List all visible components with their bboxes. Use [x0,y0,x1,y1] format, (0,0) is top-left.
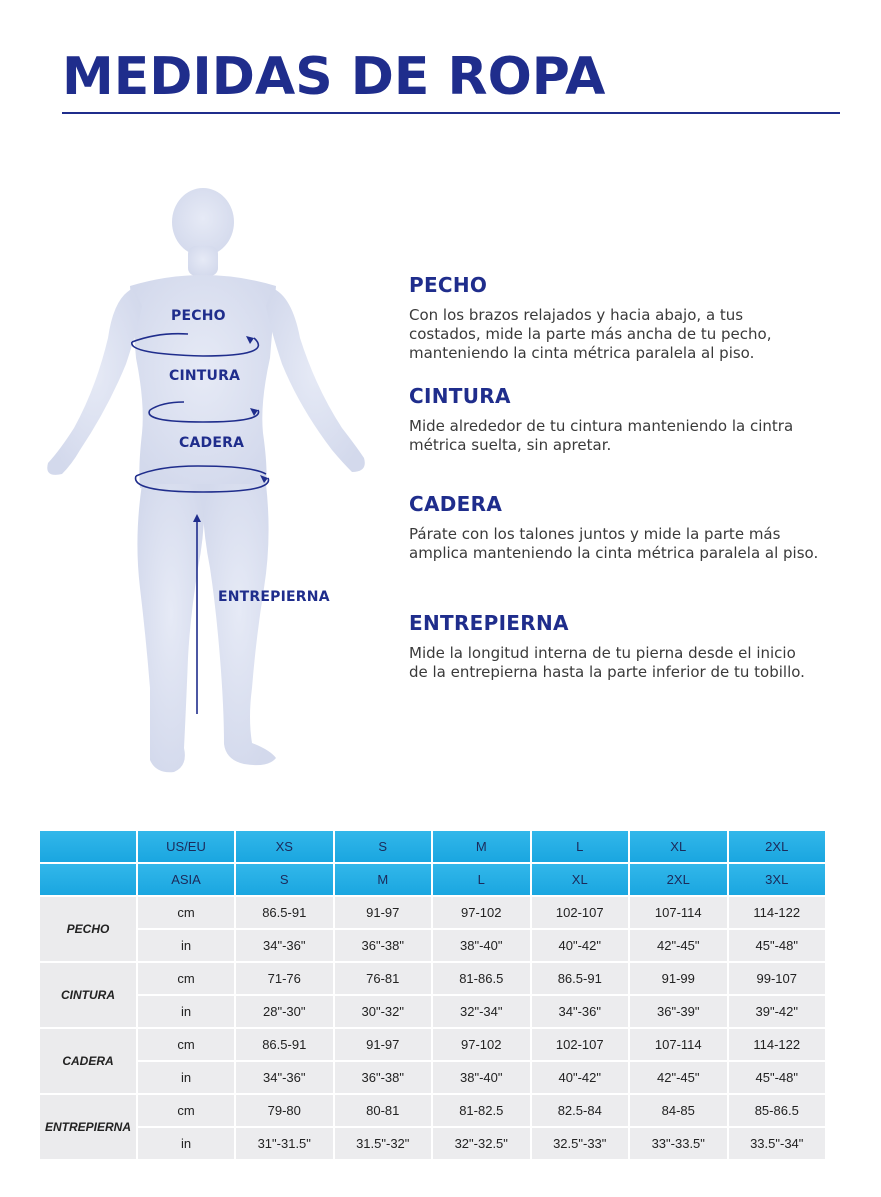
description-entrepierna [409,610,829,682]
table-cell: 38"-40" [433,930,532,963]
table-cell: 36"-38" [335,930,434,963]
table-cell: 38"-40" [433,1062,532,1095]
table-cell: 40"-42" [532,1062,631,1095]
table-cell: 114-122 [729,1029,828,1062]
size-chart-table [40,831,827,1161]
unit-cell: cm [138,1095,236,1128]
description-text: Mide la longitud interna de tu pierna desde el inicio de la entrepierna hasta la parte inferior de tu tobillo. [409,644,805,681]
body-silhouette-icon [38,188,368,778]
table-cell: 86.5-91 [236,1029,335,1062]
table-cell: 34"-36" [236,1062,335,1095]
header-corner [40,864,138,897]
table-header-row [40,831,827,864]
header-size: XL [630,831,729,864]
table-cell: 33.5"-34" [729,1128,828,1161]
table-cell: 91-97 [335,1029,434,1062]
table-cell: 32"-32.5" [433,1128,532,1161]
unit-cell: in [138,1062,236,1095]
table-cell: 34"-36" [236,930,335,963]
table-cell: 86.5-91 [532,963,631,996]
header-size: 2XL [630,864,729,897]
table-cell: 28"-30" [236,996,335,1029]
table-row [40,1095,827,1128]
figure-label-cadera: CADERA [179,435,245,451]
unit-cell: in [138,996,236,1029]
table-cell: 81-86.5 [433,963,532,996]
description-heading: CADERA [409,492,503,516]
row-group-label: CINTURA [40,963,138,1029]
unit-cell: in [138,1128,236,1161]
table-cell: 80-81 [335,1095,434,1128]
table-cell: 39"-42" [729,996,828,1029]
table-cell: 85-86.5 [729,1095,828,1128]
table-cell: 81-82.5 [433,1095,532,1128]
figure-label-cintura: CINTURA [169,368,241,384]
unit-cell: in [138,930,236,963]
row-group-label: PECHO [40,897,138,963]
header-size: M [433,831,532,864]
row-group-label: CADERA [40,1029,138,1095]
table-cell: 30"-32" [335,996,434,1029]
table-cell: 71-76 [236,963,335,996]
table-cell: 34"-36" [532,996,631,1029]
header-region-label: ASIA [138,864,236,897]
table-cell: 107-114 [630,897,729,930]
table-cell: 40"-42" [532,930,631,963]
table-row [40,1029,827,1062]
table-cell: 107-114 [630,1029,729,1062]
table-cell: 32"-34" [433,996,532,1029]
header-size: L [532,831,631,864]
header-region-label: US/EU [138,831,236,864]
header-size: XL [532,864,631,897]
description-text: Párate con los talones juntos y mide la parte más amplica manteniendo la cinta métrica paralela al piso. [409,525,819,562]
description-cintura [409,383,829,455]
table-cell: 45"-48" [729,930,828,963]
table-cell: 91-99 [630,963,729,996]
table-row [40,1128,827,1161]
table-cell: 102-107 [532,1029,631,1062]
header-size: S [236,864,335,897]
description-text: Mide alrededor de tu cintura manteniendo la cintra métrica suelta, sin apretar. [409,417,794,454]
table-cell: 97-102 [433,1029,532,1062]
table-row [40,996,827,1029]
description-heading: ENTREPIERNA [409,611,569,635]
table-row [40,963,827,996]
unit-cell: cm [138,963,236,996]
header-size: M [335,864,434,897]
title-divider [62,112,840,114]
unit-cell: cm [138,897,236,930]
table-cell: 102-107 [532,897,631,930]
table-cell: 76-81 [335,963,434,996]
header-corner [40,831,138,864]
header-size: 2XL [729,831,828,864]
table-cell: 114-122 [729,897,828,930]
figure-label-pecho: PECHO [171,308,226,324]
unit-cell: cm [138,1029,236,1062]
header-size: L [433,864,532,897]
table-cell: 31"-31.5" [236,1128,335,1161]
table-cell: 79-80 [236,1095,335,1128]
header-size: S [335,831,434,864]
table-cell: 84-85 [630,1095,729,1128]
header-size: XS [236,831,335,864]
table-cell: 31.5"-32" [335,1128,434,1161]
table-cell: 36"-38" [335,1062,434,1095]
page-title: MEDIDAS DE ROPA [62,47,606,107]
table-row [40,1062,827,1095]
table-cell: 86.5-91 [236,897,335,930]
table-row [40,897,827,930]
table-header-row [40,864,827,897]
table-cell: 91-97 [335,897,434,930]
description-heading: CINTURA [409,384,511,408]
table-cell: 33"-33.5" [630,1128,729,1161]
table-row [40,930,827,963]
description-text: Con los brazos relajados y hacia abajo, a tus costados, mide la parte más ancha de tu pecho, manteniendo la cinta métrica paralela al piso. [409,306,772,362]
table-cell: 97-102 [433,897,532,930]
description-cadera [409,491,829,563]
description-heading: PECHO [409,273,488,297]
table-cell: 42"-45" [630,930,729,963]
table-cell: 99-107 [729,963,828,996]
body-figure [38,188,368,778]
table-cell: 42"-45" [630,1062,729,1095]
header-size: 3XL [729,864,828,897]
table-cell: 45"-48" [729,1062,828,1095]
table-cell: 36"-39" [630,996,729,1029]
figure-label-entrepierna: ENTREPIERNA [218,589,330,605]
table-cell: 32.5"-33" [532,1128,631,1161]
table-cell: 82.5-84 [532,1095,631,1128]
description-pecho [409,272,829,363]
row-group-label: ENTREPIERNA [40,1095,138,1161]
